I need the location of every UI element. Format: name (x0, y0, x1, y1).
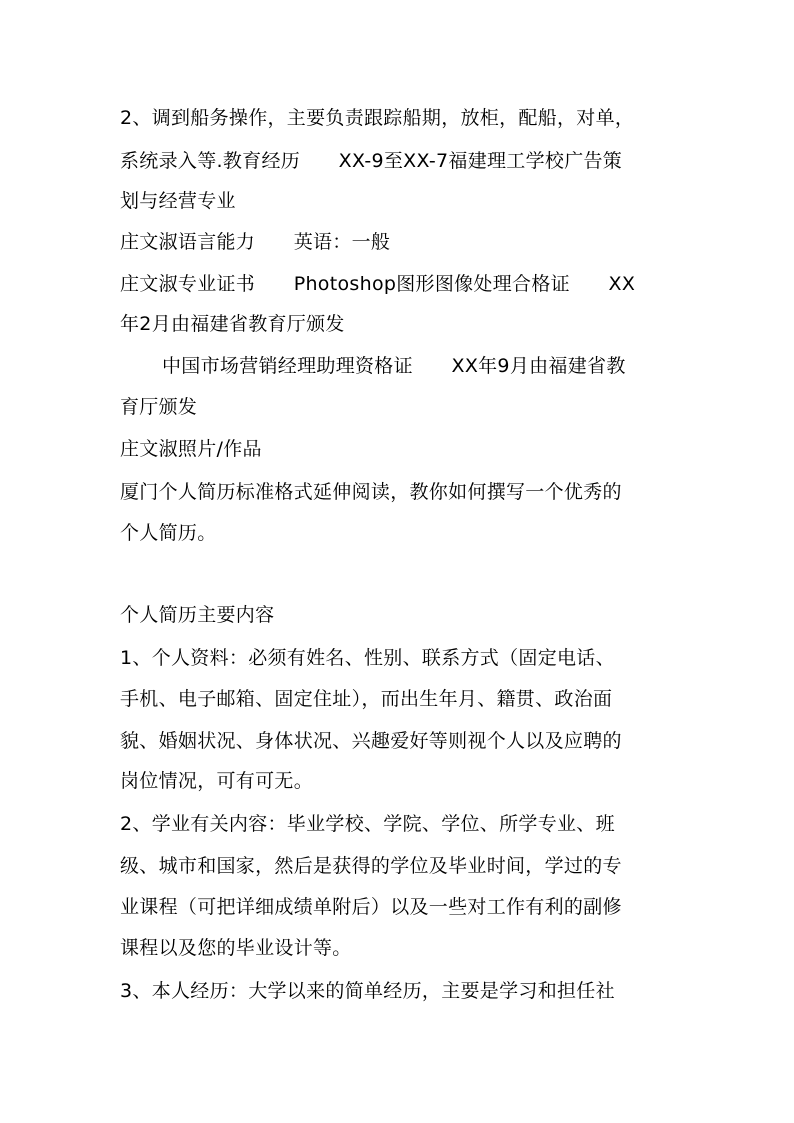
text-line: 庄文淑语言能力 英语：一般 (120, 231, 391, 253)
text-line: 貌、婚姻状况、身体状况、兴趣爱好等则视个人以及应聘的 (120, 730, 622, 752)
text-line: 年2月由福建省教育厅颁发 (120, 313, 345, 335)
text-line: 庄文淑照片/作品 (120, 438, 262, 460)
text-line: 划与经营专业 (120, 190, 236, 212)
text-line: 庄文淑专业证书 Photoshop图形图像处理合格证 XX (120, 273, 636, 295)
text-line: 级、城市和国家，然后是获得的学位及毕业时间，学过的专 (120, 855, 622, 877)
text-line: 3、本人经历：大学以来的简单经历，主要是学习和担任社 (120, 980, 615, 1002)
text-line: 2、学业有关内容：毕业学校、学院、学位、所学专业、班 (120, 813, 615, 835)
text-line: 手机、电子邮箱、固定住址），而出生年月、籍贯、政治面 (120, 688, 613, 710)
text-line: 业课程（可把详细成绩单附后）以及一些对工作有利的副修 (120, 896, 622, 918)
text-line: 中国市场营销经理助理资格证 XX年9月由福建省教 (162, 355, 626, 377)
text-line: 岗位情况，可有可无。 (120, 770, 314, 792)
text-line: 育厅颁发 (120, 396, 198, 418)
text-line: 系统录入等.教育经历 XX-9至XX-7福建理工学校广告策 (120, 150, 623, 172)
section-heading: 个人简历主要内容 (120, 604, 275, 626)
text-line: 个人简历。 (120, 522, 217, 544)
text-line: 课程以及您的毕业设计等。 (120, 937, 352, 959)
text-line: 厦门个人简历标准格式延伸阅读，教你如何撰写一个优秀的 (120, 481, 622, 503)
text-line: 1、个人资料：必须有姓名、性别、联系方式（固定电话、 (120, 647, 615, 669)
text-line: 2、调到船务操作，主要负责跟踪船期，放柜，配船，对单， (120, 107, 635, 129)
